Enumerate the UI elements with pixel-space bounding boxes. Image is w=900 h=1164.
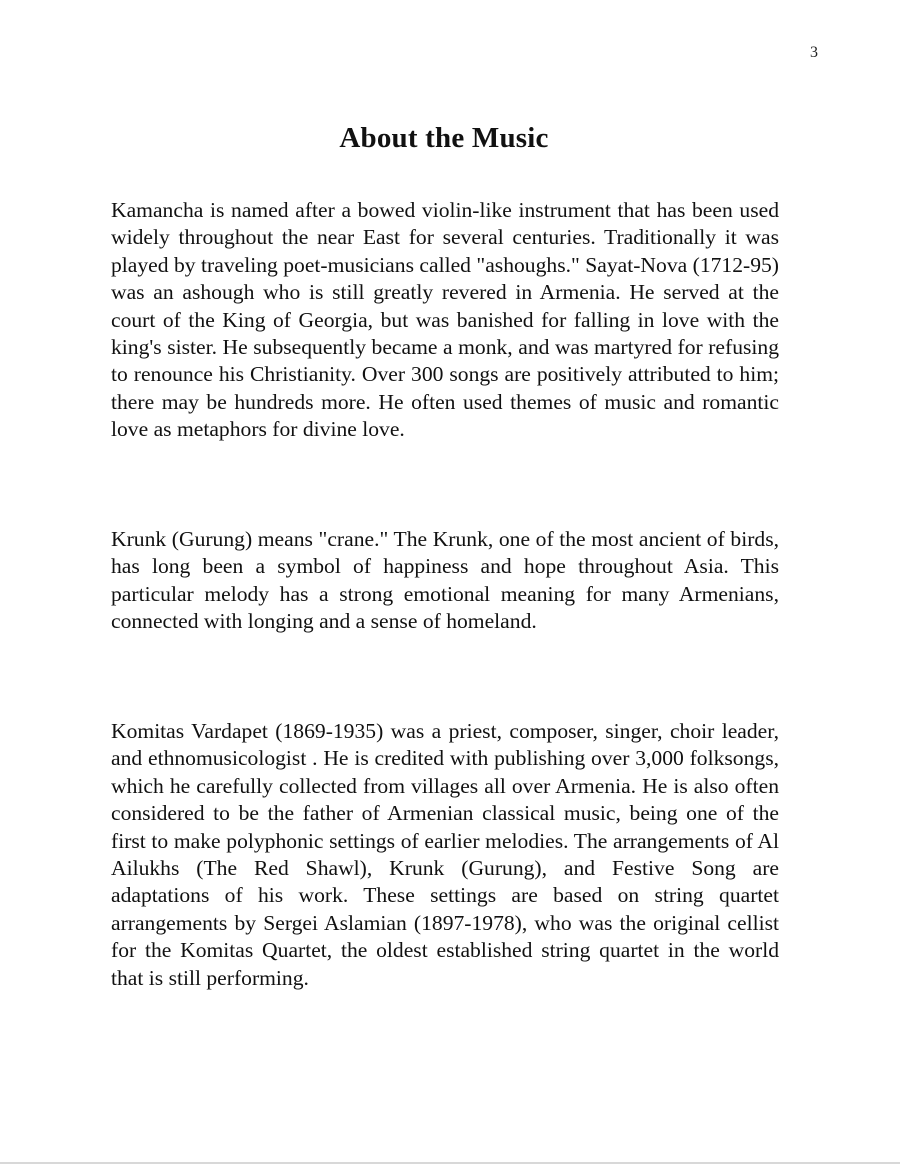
paragraph-komitas: Komitas Vardapet (1869-1935) was a priest, composer, singer, choir leader, and ethnomusicologist . He is credited with publishing over 3,000 folksongs, which he carefully collected from villages all over Armenia. He is also often considered to be the father of Armenian classical music, being one of the first to make polyphonic settings of earlier melodies. The arrangements of Al Ailukhs (The Red Shawl), Krunk (Gurung), and Festive Song are adaptations of his work. These settings are based on string quartet arrangements by Sergei Aslamian (1897-1978), who was the original cellist for the Komitas Quartet, the oldest established string quartet in the world that is still performing.: [111, 719, 779, 990]
page-title: About the Music: [339, 122, 549, 154]
page-number: 3: [810, 44, 818, 61]
paragraph-krunk: Krunk (Gurung) means "crane." The Krunk, one of the most ancient of birds, has long been a symbol of happiness and hope throughout Asia. This particular melody has a strong emotional meaning for many Armenians, connected with longing and a sense of homeland.: [111, 527, 779, 634]
paragraph-kamancha: Kamancha is named after a bowed violin-like instrument that has been used widely throughout the near East for several centuries. Traditionally it was played by traveling poet-musicians called "ashoughs." Sayat-Nova (1712-95) was an ashough who is still greatly revered in Armenia. He served at the court of the King of Georgia, but was banished for falling in love with the king's sister. He subsequently became a monk, and was martyred for refusing to renounce his Christianity. Over 300 songs are positively attributed to him; there may be hundreds more. He often used themes of music and romantic love as metaphors for divine love.: [111, 198, 779, 442]
